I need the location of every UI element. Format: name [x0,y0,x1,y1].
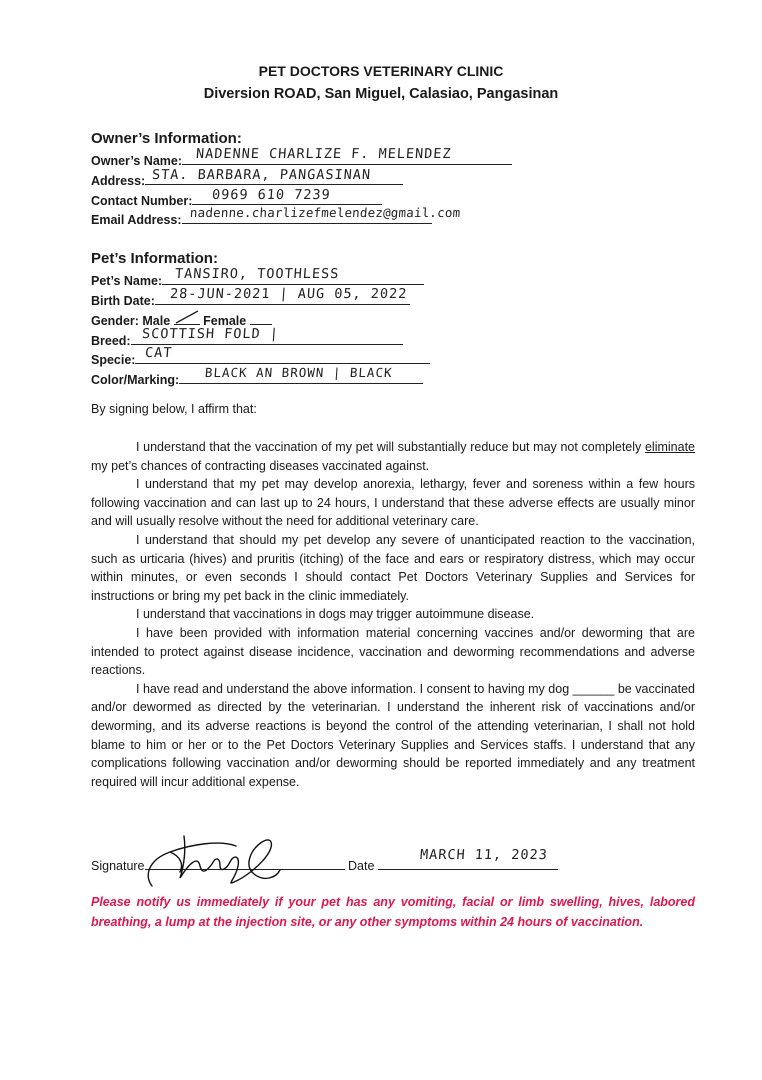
signature-label: Signature [91,859,145,873]
gender-label: Gender: Male [91,314,171,328]
paragraph-4: I understand that vaccinations in dogs may trigger autoimmune disease. [136,607,535,622]
owner-name-value: NADENNE CHARLIZE F. MELENDEZ [195,146,453,162]
consent-body [91,438,695,791]
clinic-address: Diversion ROAD, San Miguel, Calasiao, Pangasinan [203,86,559,102]
paragraph-1 [91,438,695,475]
affirm-intro: By signing below, I affirm that: [91,402,257,416]
owner-heading: Owner’s Information: [91,130,242,147]
notice-text: Please notify us immediately if your pet has any vomiting, facial or limb swelling, hives, labored breathing, a lump at the injection site, or any other symptoms within 24 hours of vaccination. [91,895,695,929]
p1-underlined: eliminate [644,440,695,454]
date-value: MARCH 11, 2023 [419,847,549,863]
gender-female-label: Female [203,314,247,328]
owner-name-label: Owner’s Name: [91,154,183,168]
email-value: nadenne.charlizefmelendez@gmail.com [189,205,461,220]
specie-line[interactable] [135,351,430,364]
pet-name-value: TANSIRO, TOOTHLESS [174,266,340,282]
gender-male-line[interactable] [174,312,200,325]
contact-label: Contact Number: [91,194,193,208]
clinic-name: PET DOCTORS VETERINARY CLINIC [258,63,504,79]
birth-date-value: 28-JUN-2021 | AUG 05, 2022 [169,286,408,302]
breed-value: SCOTTISH FOLD | [141,326,280,342]
p1-text-a: I understand that the vaccination of my pet will substantially reduce but may not completely [136,440,645,454]
paragraph-2: I understand that my pet may develop anorexia, lethargy, fever and soreness within a few hours following vaccination and can last up to 24 hours, I understand that these adverse effects are usually minor and will usually resolve without the need for additional veterinary care. [91,477,695,529]
owner-address-label: Address: [91,174,146,188]
color-label: Color/Marking: [91,373,180,387]
specie-label: Specie: [91,353,136,367]
paragraph-6: I have read and understand the above information. I consent to having my dog ______ be vaccinated and/or dewormed as directed by the veterinarian. I understand the inherent risk of vaccinations and/or deworming, and its adverse reactions is beyond the control of the attending veterinarian, I shall not hold blame to him or her or to the Pet Doctors Veterinary Supplies and Services staffs. I understand that any complications following vaccination and/or deworming should be reported immediately and any treatment required will incur additional expense. [91,681,695,789]
pet-heading: Pet’s Information: [91,250,218,267]
contact-value: 0969 610 7239 [211,187,332,203]
owner-address-value: STA. BARBARA, PANGASINAN [151,167,372,183]
birth-date-label: Birth Date: [91,294,155,308]
email-label: Email Address: [91,213,182,227]
pet-name-label: Pet’s Name: [91,274,163,288]
gender-female-line[interactable] [250,312,272,325]
specie-value: CAT [144,345,173,361]
checkmark-icon [174,310,200,324]
color-value: BLACK AN BROWN | BLACK [204,365,394,380]
paragraph-3: I understand that should my pet develop any severe of unanticipated reaction to the vaccination, such as urticaria (hives) and pruritis (itching) of the face and ears or respiratory distress, which may occur within minutes, or even seconds I should contact Pet Doctors Veterinary Supplies and Services for instructions or bring my pet back in the clinic immediately. [91,532,695,603]
breed-label: Breed: [91,334,131,348]
signature-image [140,826,310,894]
p1-text-c: my pet’s chances of contracting diseases vaccinated against. [91,458,430,473]
date-label: Date [348,859,375,873]
paragraph-5: I have been provided with information material concerning vaccines and/or deworming that are intended to protect against disease incidence, vaccination and deworming recommendations and adverse reactions. [91,625,695,678]
